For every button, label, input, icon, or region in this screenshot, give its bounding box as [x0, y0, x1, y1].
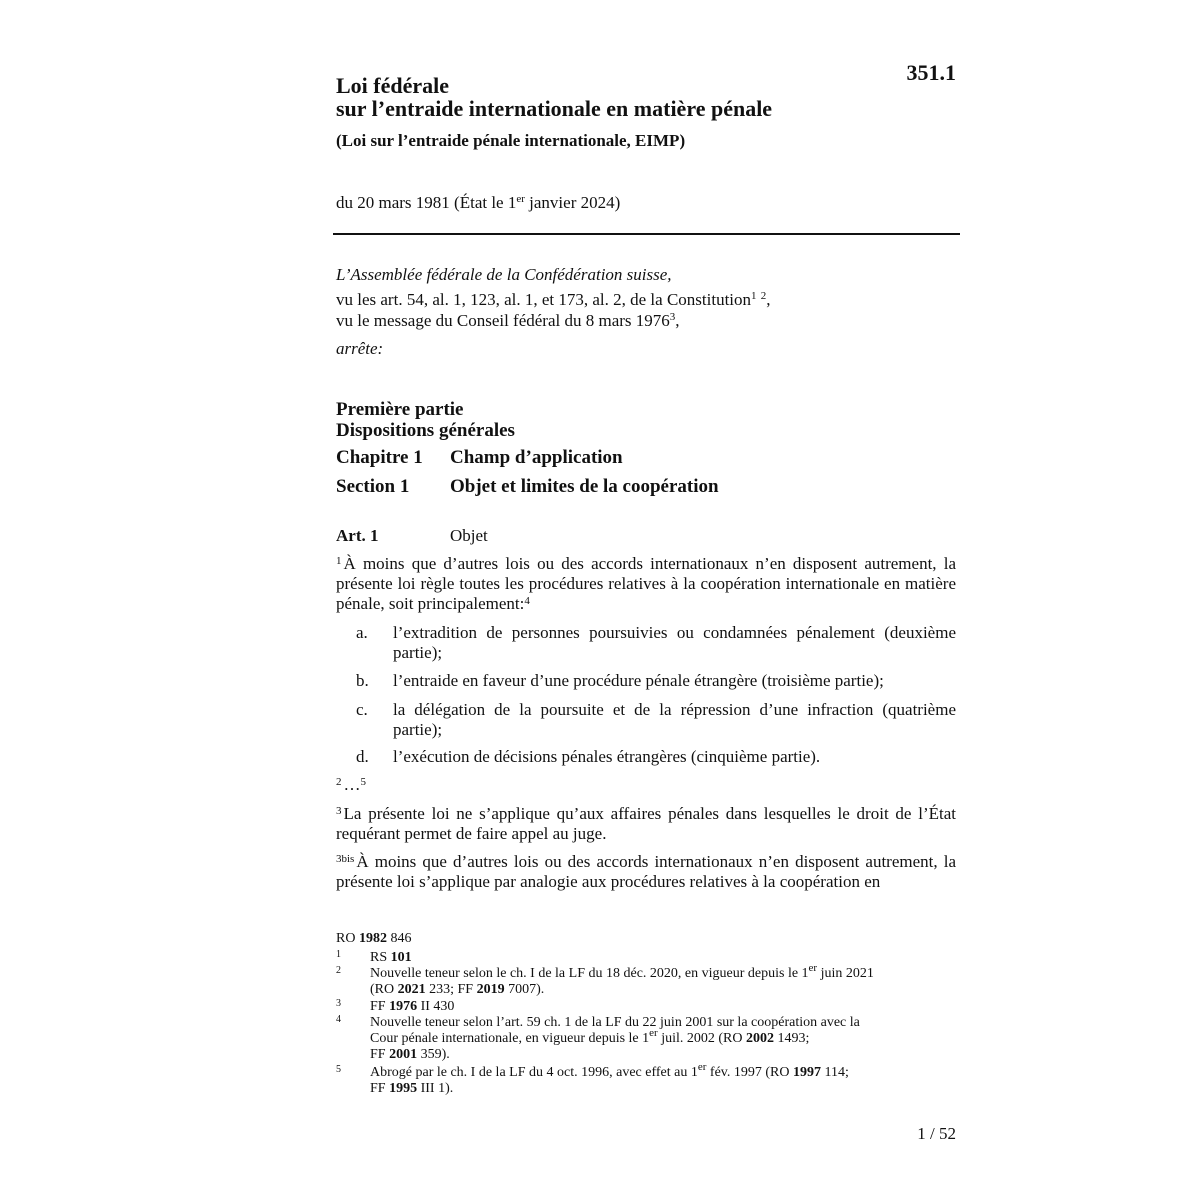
preamble-constitution [336, 289, 956, 310]
list-letter: c. [356, 700, 368, 719]
paragraph-1 [336, 554, 956, 614]
section-label: Section 1 [336, 476, 410, 497]
section-title: Objet et limites de la coopération [450, 476, 719, 497]
paragraph-2 [336, 775, 956, 795]
source-year: 1982 [358, 931, 387, 946]
list-text: l’extradition de personnes poursuivies ou condamnées pénalement (deuxième partie); [393, 623, 956, 662]
footnote-number: 3 [336, 998, 341, 1009]
punct: , [766, 290, 771, 309]
paragraph-text: La présente loi ne s’applique qu’aux affaires pénales dans lesquelles le droit de l’État requérant permet de faire appel au juge. [336, 804, 956, 843]
preamble-message-text: vu le message du Conseil fédéral du 8 mars 1976 [336, 311, 670, 330]
footnote-text: FF 1976 II 430 [370, 999, 455, 1014]
paragraph-number: 3bis [336, 853, 355, 865]
preamble-message [336, 310, 956, 331]
paragraph-3bis [336, 852, 956, 892]
footnote-text: Nouvelle teneur selon l’art. 59 ch. 1 de la LF du 22 juin 2001 sur la coopération avec la Cour pénale internationale, en vigueur depuis le 1er juil. 2002 (RO 2002 1493; FF 2001 359). [370, 1015, 860, 1062]
footnote-number: 4 [336, 1014, 341, 1025]
footnote-text: Abrogé par le ch. I de la LF du 4 oct. 1996, avec effet au 1er fév. 1997 (RO 1997 114; FF 1995 III 1). [370, 1061, 849, 1096]
footnote-ref-1[interactable]: 1 [751, 290, 757, 302]
preamble-decree: arrête: [336, 339, 384, 358]
paragraph-text: … [343, 775, 361, 794]
footnote-source [336, 930, 956, 947]
list-letter: b. [356, 671, 369, 690]
chapter-heading [336, 447, 956, 469]
footnote-ref-2[interactable]: 2 [760, 290, 767, 302]
chapter-label: Chapitre 1 [336, 447, 423, 468]
footnote-number: 5 [336, 1064, 341, 1075]
date-prefix: du 20 mars 1981 (État le 1 [336, 193, 517, 212]
part-title: Première partie [336, 399, 464, 420]
footnote-text: Nouvelle teneur selon le ch. I de la LF du 18 déc. 2020, en vigueur depuis le 1er juin 2021 (RO 2021 233; FF 2019 7007). [370, 962, 874, 997]
preamble-constitution-text: vu les art. 54, al. 1, 123, al. 1, et 173, al. 2, de la Constitution [336, 290, 752, 309]
date-suffix: janvier 2024) [524, 193, 621, 212]
list-text: la délégation de la poursuite et de la répression d’une infraction (quatrième partie); [393, 700, 956, 739]
header-divider [333, 233, 960, 235]
paragraph-text: À moins que d’autres lois ou des accords internationaux n’en disposent autrement, la présente loi s’applique par analogie aux procédures relatives à la coopération en [336, 852, 956, 891]
article-title: Objet [450, 526, 488, 545]
law-date [336, 192, 956, 214]
footnote-text: RS 101 [370, 950, 412, 965]
law-title-subject: sur l’entraide internationale en matière pénale [336, 96, 773, 121]
law-short-title: (Loi sur l’entraide pénale internationale, EIMP) [336, 131, 686, 150]
chapter-title: Champ d’application [450, 447, 623, 468]
paragraph-text: À moins que d’autres lois ou des accords internationaux n’en disposent autrement, la présente loi règle toutes les procédures relatives à la coopération internationale en matière pénale, soit principalement: [336, 554, 956, 613]
part-subtitle: Dispositions générales [336, 420, 515, 441]
paragraph-3 [336, 804, 956, 844]
list-text: l’exécution de décisions pénales étrangères (cinquième partie). [393, 747, 821, 766]
footnote-number: 2 [336, 965, 341, 976]
article-label: Art. 1 [336, 526, 379, 545]
preamble-assembly: L’Assemblée fédérale de la Confédération suisse, [336, 265, 672, 284]
punct: , [675, 311, 680, 330]
paragraph-number: 1 [336, 555, 342, 567]
section-heading [336, 476, 956, 498]
list-letter: a. [356, 623, 368, 642]
list-text: l’entraide en faveur d’une procédure pénale étrangère (troisième partie); [393, 671, 884, 690]
rs-number: 351.1 [906, 60, 956, 85]
paragraph-number: 2 [336, 776, 342, 788]
footnote-ref-3[interactable]: 3 [669, 311, 676, 323]
article-heading [336, 525, 956, 547]
list-letter: d. [356, 747, 369, 766]
page-number: 1 / 52 [917, 1124, 956, 1143]
source-prefix: RO [336, 931, 359, 946]
source-page: 846 [386, 931, 412, 946]
paragraph-number: 3 [336, 805, 342, 817]
date-sup: er [516, 193, 525, 205]
law-title: Loi fédérale [336, 73, 450, 98]
footnote-number: 1 [336, 949, 341, 960]
footnote-ref-5[interactable]: 5 [360, 776, 366, 788]
footnote-ref-4[interactable]: 4 [524, 595, 530, 607]
